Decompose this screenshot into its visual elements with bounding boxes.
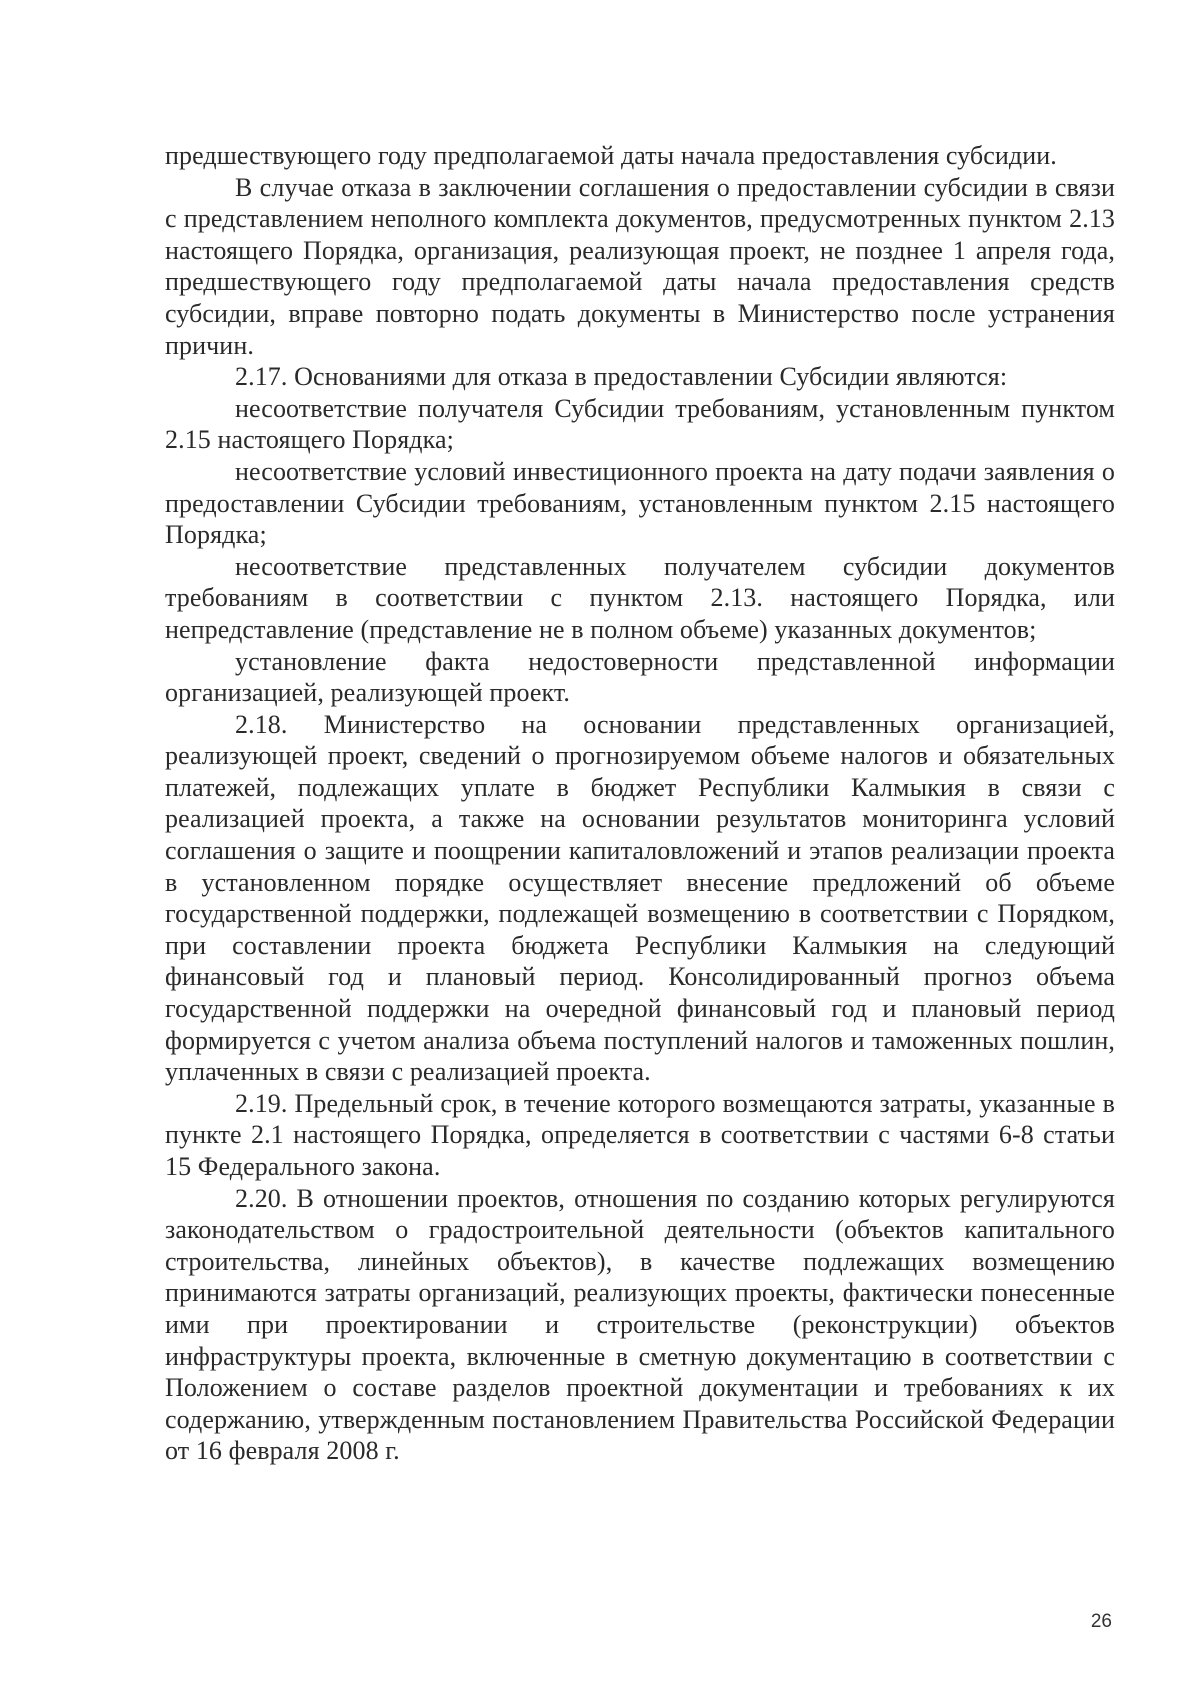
paragraph-2-20: 2.20. В отношении проектов, отношения по созданию которых регулируются законодательством о градостроительной деятельности (объектов капитального строительства, линейных объектов), в качестве подлежащих возмещению принимаются затраты организаций, реализующих проекты, фактически понесенные ими при проектировании и строительстве (реконструкции) объектов инфраструктуры проекта, включенные в сметную документацию в соответствии с Положением о составе разделов проектной документации и требованиях к их содержанию, утвержденным постановлением Правительства Российской Федерации от 16 февраля 2008 г. (165, 1183, 1115, 1466)
paragraph-2-17: 2.17. Основаниями для отказа в предоставлении Субсидии являются: (235, 362, 1008, 392)
paragraph-continuation: предшествующего году предполагаемой даты начала предоставления субсидии. (165, 141, 1057, 170)
paragraph-refusal-resubmission: В случае отказа в заключении соглашения о предоставлении субсидии в связи с представлением неполного комплекта документов, предусмотренных пунктом 2.13 настоящего Порядка, организация, реализующая проект, не позднее 1 апреля года, предшествующего году предполагаемой даты начала предоставления средств субсидии, вправе повторно подать документы в Министерство после устранения причин. (165, 172, 1115, 360)
document-body (165, 140, 1115, 1467)
paragraph-2-19: 2.19. Предельный срок, в течение которого возмещаются затраты, указанные в пункте 2.1 настоящего Порядка, определяется в соответствии с частями 6-8 статьи 15 Федерального закона. (165, 1088, 1115, 1181)
paragraph-2-17-item-4: установление факта недостоверности представленной информации организацией, реализующей проект. (165, 646, 1115, 708)
paragraph-2-17-item-2: несоответствие условий инвестиционного проекта на дату подачи заявления о предоставлении Субсидии требованиям, установленным пунктом 2.15 настоящего Порядка; (165, 456, 1115, 550)
paragraph-2-17-item-3: несоответствие представленных получателем субсидии документов требованиям в соответствии с пунктом 2.13. настоящего Порядка, или непредставление (представление не в полном объеме) указанных документов; (165, 551, 1115, 644)
paragraph-2-17-item-1: несоответствие получателя Субсидии требованиям, установленным пунктом 2.15 настоящего Порядка; (165, 393, 1115, 455)
page-number: 26 (1090, 1611, 1112, 1632)
paragraph-2-18: 2.18. Министерство на основании представленных организацией, реализующей проект, сведений о прогнозируемом объеме налогов и обязательных платежей, подлежащих уплате в бюджет Республики Калмыкия в связи с реализацией проекта, а также на основании результатов мониторинга условий соглашения о защите и поощрении капиталовложений и этапов реализации проекта в установленном порядке осуществляет внесение предложений об объеме государственной поддержки, подлежащей возмещению в соответствии с Порядком, при составлении проекта бюджета Республики Калмыкия на следующий финансовый год и плановый период. Консолидированный прогноз объема государственной поддержки на очередной финансовый год и плановый период формируется с учетом анализа объема поступлений налогов и таможенных пошлин, уплаченных в связи с реализацией проекта. (165, 709, 1115, 1087)
